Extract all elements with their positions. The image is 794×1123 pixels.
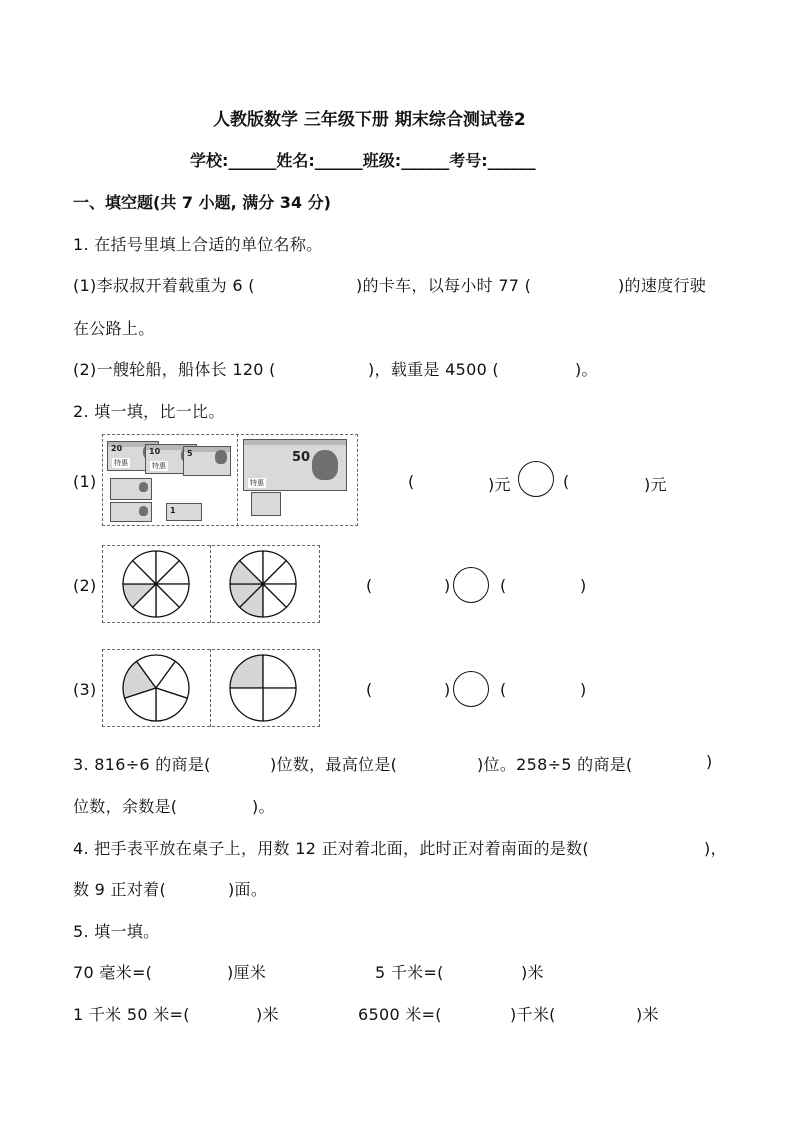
- q5-r1b: )厘米: [227, 963, 267, 982]
- q5-stem: 5. 填一填。: [73, 922, 160, 941]
- compare-circle-1[interactable]: [518, 461, 554, 497]
- q2-row2-close: ): [444, 576, 451, 595]
- q2-row1-open2: (: [563, 472, 570, 491]
- q1-p1-a: (1)李叔叔开着载重为 6 (: [73, 276, 255, 295]
- q4-a: 4. 把手表平放在桌子上，用数 12 正对着北面，此时正对着南面的是数(: [73, 839, 589, 858]
- q4-d: )面。: [228, 880, 268, 899]
- q1-p2-a: (2)一艘轮船，船体长 120 (: [73, 360, 276, 379]
- q5-r2e: )米: [636, 1005, 659, 1024]
- q2-row2-close2: ): [580, 576, 587, 595]
- q1-p2-c: )。: [575, 360, 598, 379]
- q2-row3-label: (3): [73, 680, 97, 699]
- pie-slice: [263, 688, 296, 721]
- q4-c: 数 9 正对着(: [73, 880, 166, 899]
- q3-e: 位数，余数是(: [73, 797, 178, 816]
- q5-r1d: )米: [521, 963, 544, 982]
- pie-slice: [230, 688, 263, 721]
- q2-row2-label: (2): [73, 576, 97, 595]
- money-box-divider: [237, 434, 238, 526]
- banknote-10: 10 特惠: [145, 444, 197, 474]
- student-info-line: 学校:______姓名:______班级:______考号:______: [190, 151, 536, 170]
- q1-p2-b: )，载重是 4500 (: [368, 360, 499, 379]
- pie-quarters-1: [228, 653, 298, 723]
- banknote-5: 5: [183, 446, 231, 476]
- q1-p1-d: 在公路上。: [73, 319, 155, 338]
- fraction-box-3-divider: [210, 649, 211, 727]
- q3-b: )位数，最高位是(: [270, 755, 398, 774]
- q2-row1-label: (1): [73, 472, 97, 491]
- pie-eighths-1: [121, 549, 191, 619]
- pie-fifths-1: [121, 653, 191, 723]
- q2-row1-close: )元: [488, 475, 511, 494]
- banknote-20: 20 特惠: [107, 441, 159, 471]
- q5-r2b: )米: [256, 1005, 279, 1024]
- q5-r2d: )千米(: [510, 1005, 556, 1024]
- banknote-50-stub: [251, 492, 281, 516]
- q1-stem: 1. 在括号里填上合适的单位名称。: [73, 235, 323, 254]
- banknote-small-3: 1: [166, 503, 202, 521]
- banknote-50: 50 特惠: [243, 439, 347, 491]
- q5-r2a: 1 千米 50 米=(: [73, 1005, 190, 1024]
- q1-p1-b: )的卡车，以每小时 77 (: [356, 276, 532, 295]
- q2-stem: 2. 填一填，比一比。: [73, 402, 225, 421]
- q3-f: )。: [252, 797, 275, 816]
- q2-row3-close2: ): [580, 680, 587, 699]
- section-heading: 一、填空题(共 7 小题, 满分 34 分): [73, 193, 331, 212]
- q2-row2-open2: (: [500, 576, 507, 595]
- banknote-small-2: [110, 502, 152, 522]
- q3-a: 3. 816÷6 的商是(: [73, 755, 211, 774]
- q3-d: ): [706, 752, 713, 771]
- q2-row2-open: (: [366, 576, 373, 595]
- q5-r1a: 70 毫米=(: [73, 963, 153, 982]
- q2-row3-open2: (: [500, 680, 507, 699]
- pie-slice-shaded: [230, 655, 263, 688]
- q5-r1c: 5 千米=(: [375, 963, 444, 982]
- pie-slice: [263, 655, 296, 688]
- banknote-small-1: [110, 478, 152, 500]
- q3-c: )位。258÷5 的商是(: [477, 755, 633, 774]
- q2-row3-close: ): [444, 680, 451, 699]
- compare-circle-2[interactable]: [453, 567, 489, 603]
- q4-b: )，: [704, 839, 727, 858]
- q2-row1-open: (: [408, 472, 415, 491]
- compare-circle-3[interactable]: [453, 671, 489, 707]
- pie-eighths-3: [228, 549, 298, 619]
- q2-row3-open: (: [366, 680, 373, 699]
- q5-r2c: 6500 米=(: [358, 1005, 442, 1024]
- q1-p1-c: )的速度行驶: [618, 276, 707, 295]
- q2-row1-close2: )元: [644, 475, 667, 494]
- fraction-box-2-divider: [210, 545, 211, 623]
- page-title: 人教版数学 三年级下册 期末综合测试卷2: [213, 110, 526, 130]
